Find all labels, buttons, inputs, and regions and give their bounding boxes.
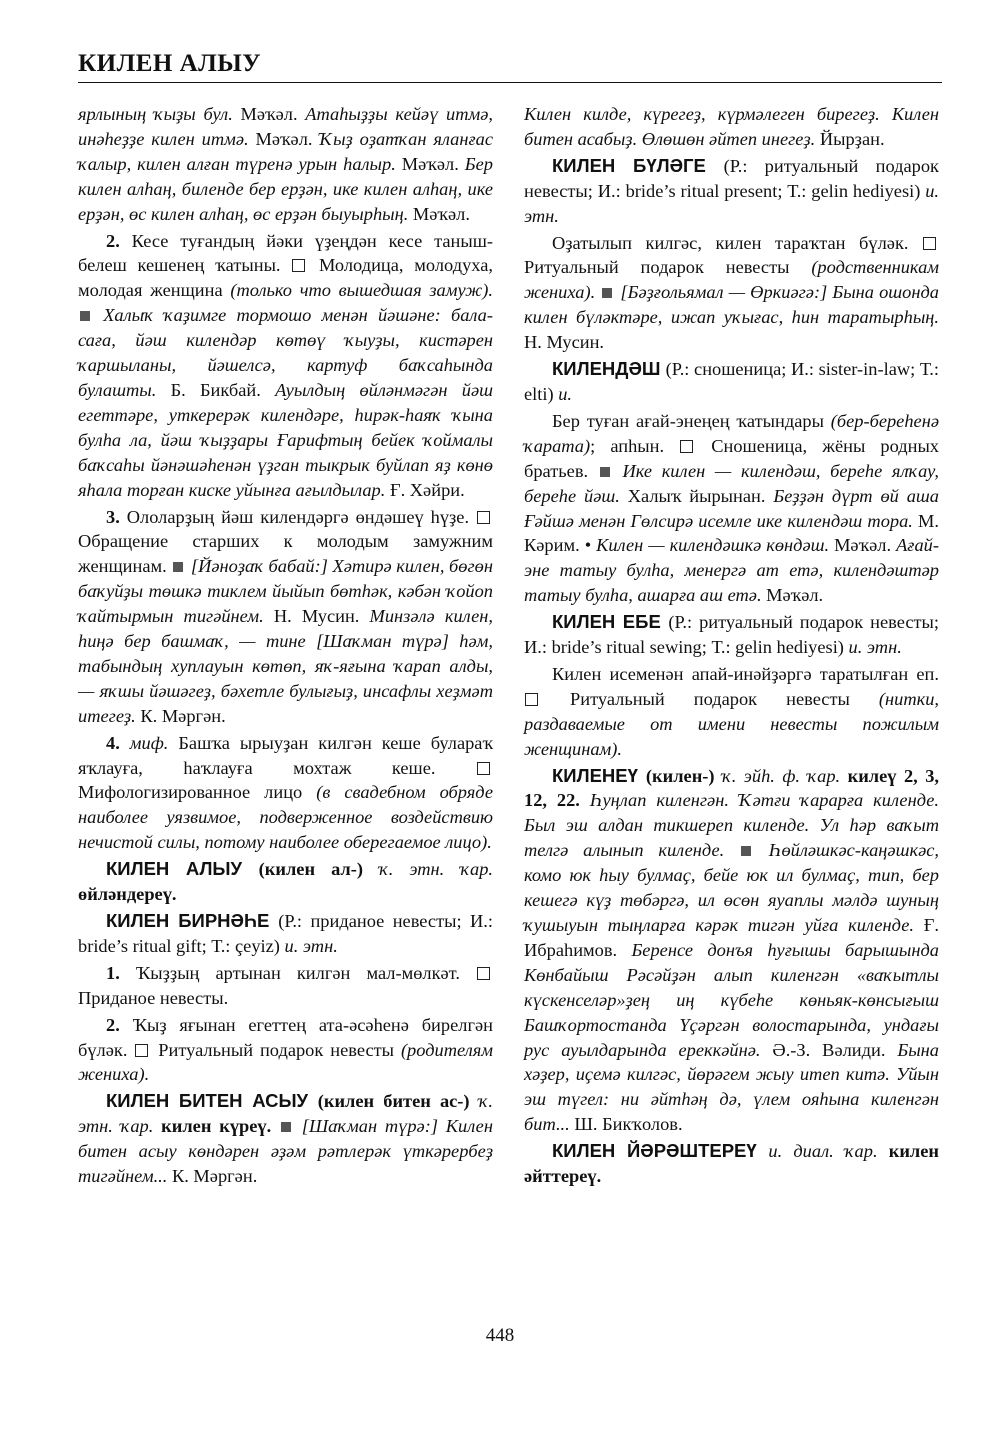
- text-run: Кесе туғандың йәки үҙеңдән кесе таныш-белеш кешенең ҡатыны.: [78, 230, 494, 276]
- text-run: Мәҡәл.: [401, 153, 465, 174]
- italic-text: Беренсе донъя һуғышы барышында Көнбайыш Рәсәйҙән алып киленгән «ваҡытлы күскенселәр»ҙең иң күбеһе көньяк-көнсығыш Башҡортостанда Үҫәргән волостарында, ундағы рус ауылдарында ереккәйнә.: [524, 939, 940, 1060]
- italic-text: Һөйләшкәс-каңәшкәс, комо юк һыу булмаҫ, бейе юк ил булмаҫ, тип, бер кешегә күҙ төбәргә, ил өсөн яуаплы мәлдә шуның ҡушыуын тыңларға кәрәк тигән уйға киленде.: [524, 840, 939, 935]
- headword: КИЛЕНЕҮ: [552, 764, 646, 786]
- italic-text: миф.: [129, 732, 179, 753]
- italic-text: Беҙҙән дүрт өй аша Ғәйшә менән Гөлсирә исемле ике килендәш тора.: [524, 485, 939, 531]
- entry-headword-paragraph: [524, 154, 939, 229]
- text-run: Башҡа ырыуҙан килгән кеше булараҡ яҡлауға, һаҡлауға мохтаж кеше.: [78, 732, 494, 778]
- italic-text: и. этн.: [524, 180, 939, 226]
- entry-paragraph: [78, 102, 493, 227]
- square-marker-icon: [477, 511, 490, 524]
- square-marker-icon: [680, 440, 693, 453]
- entry-headword-paragraph: [78, 1089, 493, 1189]
- right-column: [524, 102, 939, 1191]
- text-run: Ғ. Хәйри.: [389, 479, 465, 500]
- bold-text: (килен ал-): [258, 859, 380, 880]
- square-marker-icon: [525, 693, 538, 706]
- bold-text: килен әйттереү.: [524, 1141, 939, 1187]
- text-run: Мәҡәл.: [240, 104, 306, 124]
- italic-text: (родителям жениха).: [78, 1039, 493, 1085]
- text-run: К. Мәргән.: [171, 1166, 258, 1187]
- header-rule: [78, 82, 942, 83]
- text-run: Ҡыҙ яғынан егеттең ата-әсәһенә бирелгән бүләк.: [78, 1014, 493, 1060]
- sense-paragraph: [524, 409, 939, 608]
- text-run: Обращение старших к молодым замужним женщинам.: [78, 531, 493, 577]
- filled-square-marker-icon: [600, 467, 610, 477]
- square-marker-icon: [923, 237, 936, 250]
- text-run: Приданое невесты.: [78, 987, 229, 1008]
- headword: КИЛЕН БИТЕН АСЫУ: [106, 1090, 318, 1112]
- bold-text: 2.: [106, 1014, 133, 1035]
- italic-text: и.: [558, 383, 573, 404]
- text-run: Йырҙан.: [819, 128, 885, 149]
- headword: КИЛЕН ЕБЕ: [552, 611, 669, 633]
- entry-headword-paragraph: [78, 909, 493, 959]
- text-run: Мифологизированное лицо: [78, 782, 317, 803]
- text-run: Молодица, молодуха, молодая женщина: [78, 255, 493, 301]
- text-run: К. Мәргән.: [140, 705, 226, 726]
- text-run: Мәҡәл.: [834, 535, 897, 556]
- bold-text: 2.: [106, 230, 132, 251]
- filled-square-marker-icon: [80, 311, 90, 321]
- italic-text: Килен килде, күрегеҙ, күрмәлеген бирегеҙ. Килен битен асабыҙ. Өлөшөн әйтеп инегеҙ.: [524, 104, 939, 149]
- entry-headword-paragraph: [78, 857, 493, 907]
- text-run: Бер туған ағай-энеңең ҡатындары: [552, 410, 831, 431]
- text-run: М. Кәрим.: [524, 510, 939, 556]
- headword: КИЛЕН ЙӘРӘШТЕРЕҮ: [552, 1140, 769, 1162]
- italic-text: Ағай-эне татыу булһа, менергә ат етә, килендәштәр татыу булһа, ашарға аш етә.: [524, 535, 939, 606]
- square-marker-icon: [292, 259, 305, 272]
- sense-paragraph: [78, 731, 493, 856]
- bold-text: 1.: [106, 962, 136, 983]
- running-head: КИЛЕН АЛЫУ: [78, 50, 262, 77]
- italic-text: Ҡыҙ оҙатҡан яланғас ҡалыр, килен алған түренә урын һалыр.: [78, 128, 493, 174]
- italic-text: и. этн.: [284, 935, 338, 956]
- text-run: (Р.: приданое невесты; И.: bride’s ritual gift; Т.: çeyiz): [78, 911, 493, 956]
- filled-square-marker-icon: [602, 288, 612, 298]
- text-run: Б. Бикбай.: [170, 379, 276, 400]
- text-run: Халыҡ йырынан.: [627, 485, 774, 506]
- text-run: Мәҡәл.: [412, 203, 470, 224]
- italic-text: (только что вышедшая замуж).: [230, 280, 493, 301]
- page-number: 448: [485, 1325, 515, 1346]
- entry-headword-paragraph: [524, 357, 939, 407]
- text-run: (Р.: ритуальный подарок невесты; И.: bride’s ritual present; Т.: gelin hediyesi): [524, 155, 939, 201]
- italic-text: Атаһыҙҙы кейәү итмә, инәһеҙҙе килен итмә.: [78, 104, 494, 149]
- bold-text: 4.: [106, 732, 130, 753]
- headword: КИЛЕН БҮЛӘГЕ: [552, 154, 724, 176]
- italic-text: Минзәлә килен, һиңә бер башмаҡ, — тине [Шаҡман түрә] һәм, табындың хуплауын көтөп, яҡ-яғына ҡарап алды, — яҡшы йәшәгеҙ, бәхетле булығыҙ, инсафлы хеҙмәт итегеҙ.: [78, 606, 493, 726]
- filled-square-marker-icon: [173, 562, 183, 572]
- bold-text: килен күреү.: [161, 1116, 279, 1137]
- italic-text: ҡ. эйһ. ф. ҡар.: [722, 765, 848, 786]
- text-run: (Р.: сношеница; И.: sister-in-law; Т.: elti): [524, 359, 939, 404]
- italic-text: [Бәҙғольямал — Өркиәгә:] Бына ошонда килен бүләктәре, ижап уҡығас, һин таратырһың.: [524, 282, 939, 328]
- text-run: Ритуальный подарок невесты: [151, 1039, 401, 1060]
- bold-text: 3.: [106, 506, 127, 527]
- entry-headword-paragraph: [524, 610, 939, 660]
- italic-text: Бер килен алһаң, биленде бер ерҙән, ике килен алһаң, ике ерҙән, өс килен алһаң, өс ерҙән быуырһың.: [78, 153, 493, 224]
- text-run: (Р.: ритуальный подарок невесты; И.: bride’s ritual sewing; Т.: gelin hediyesi): [524, 612, 940, 658]
- italic-text: Бына хәҙер, иҫемә килгәс, йөрәгем жыу итеп китә. Уйын эш түгел: ни әйтһәң дә, үлем ояһына киленгән бит...: [524, 1039, 939, 1135]
- italic-text: ҡ. этн. ҡар.: [78, 1091, 493, 1137]
- text-run: Мәҡәл.: [255, 128, 320, 149]
- sense-paragraph: [78, 1013, 493, 1088]
- filled-square-marker-icon: [741, 846, 751, 856]
- sense-paragraph: [78, 505, 493, 729]
- italic-text: (бер-береһенә ҡарата): [524, 410, 939, 456]
- text-run: Ритуальный подарок невесты: [524, 257, 812, 278]
- italic-text: Ике килен — килендәш, береһе ялҡау, береһе йәш.: [524, 460, 939, 506]
- text-run: Оҙатылып килгәс, килен тараҡтан бүләк.: [552, 232, 922, 253]
- italic-text: ҡ. этн. ҡар.: [379, 859, 494, 880]
- italic-text: [Йәноҙаҡ бабай:] Хәтирә килен, бөгөн баҡуйҙы төшкә тиклем йыйып бөтһәк, кәбән ҡойоп ҡайтырмын тигәйнем.: [78, 556, 493, 627]
- sense-paragraph: [78, 229, 493, 503]
- text-run: Ә.-З. Вәлиди.: [772, 1039, 898, 1060]
- left-column: [78, 102, 493, 1191]
- square-marker-icon: [477, 762, 490, 775]
- sense-paragraph: [524, 231, 939, 356]
- sense-paragraph: [78, 961, 493, 1011]
- bold-text: өйләндереү.: [78, 884, 177, 905]
- headword: КИЛЕНДӘШ: [552, 358, 666, 380]
- text-run: Килен исеменән апай-инәйҙәргә таратылған еп.: [552, 663, 939, 684]
- italic-text: [Шаҡман түрә:] Килен битен асыу көндәрен әҙәм рәтлерәк үткәрербеҙ тигәйнем...: [78, 1116, 493, 1187]
- text-run: Сношеница, жёны родных братьев.: [524, 435, 939, 481]
- text-run: Мәҡәл.: [766, 585, 824, 606]
- bold-text: (килен-): [645, 765, 723, 786]
- entry-headword-paragraph: [524, 1139, 939, 1189]
- bold-text: килеү 2, 3, 12, 22.: [524, 765, 939, 811]
- text-run: Н. Мусин.: [524, 332, 605, 353]
- italic-text: Халыҡ ҡаҙимге тормошо менән йәшәне: бала-саға, йәш килендәр көтөү ҡыуҙы, кистәрен ҡаршыланы, йәшелсә, картуф баҡсаһында булашты.: [78, 305, 493, 400]
- sense-paragraph: [524, 662, 939, 762]
- italic-text: ярлының ҡыҙы бул.: [78, 104, 241, 124]
- italic-text: Һуңлап киленгән. Ҡәтғи ҡарарға киленде. Был эш алдан тикшереп киленде. Ул һәр ваҡыт телгә алынып киленде.: [524, 790, 939, 861]
- entry-paragraph: [524, 102, 939, 152]
- italic-text: и. диал. ҡар.: [768, 1141, 889, 1162]
- bold-text: (килен битен ас-): [317, 1091, 479, 1112]
- text-run: Ололарҙың йәш килендәргә өндәшеү һүҙе.: [126, 506, 477, 527]
- italic-text: (в свадебном обряде наиболее уязвимое, подверженное воздействию нечистой силы, потому наиболее оберегаемое лицо).: [78, 782, 493, 853]
- text-run: ; апһын.: [590, 435, 680, 456]
- text-run: Н. Мусин.: [273, 606, 370, 627]
- text-run: •: [584, 535, 597, 556]
- italic-text: (родственникам жениха).: [524, 257, 939, 303]
- italic-text: (нитки, раздаваемые от имени невесты пожилым женщинам).: [524, 688, 939, 759]
- italic-text: и. этн.: [848, 637, 902, 658]
- headword: КИЛЕН БИРНӘҺЕ: [106, 910, 279, 931]
- entry-headword-paragraph: [524, 764, 939, 1138]
- square-marker-icon: [135, 1044, 148, 1057]
- square-marker-icon: [477, 967, 490, 980]
- text-run: Ғ. Ибраһимов.: [524, 915, 939, 960]
- italic-text: Ауылдың өйләнмәгән йәш егеттәре, уткерерәк килендәре, һирәк-һаяҡ ҡына булһа ла, йәш ҡыҙҙары Ғарифтың бейек ҡоймалы баҡсаһы йәнәшәһенән үҙган тыкрык буйлап яҙ көнө яһала торған киске уйынға ағылдылар.: [78, 379, 493, 500]
- filled-square-marker-icon: [281, 1122, 291, 1132]
- text-run: Ритуальный подарок невесты: [541, 688, 879, 709]
- text-run: Ҡыҙҙың артынан килгән мал-мөлкәт.: [135, 962, 476, 983]
- italic-text: Килен — килендәшкә көндәш.: [596, 535, 835, 556]
- text-run: Ш. Бикҡолов.: [574, 1114, 683, 1135]
- headword: КИЛЕН АЛЫУ: [106, 858, 259, 880]
